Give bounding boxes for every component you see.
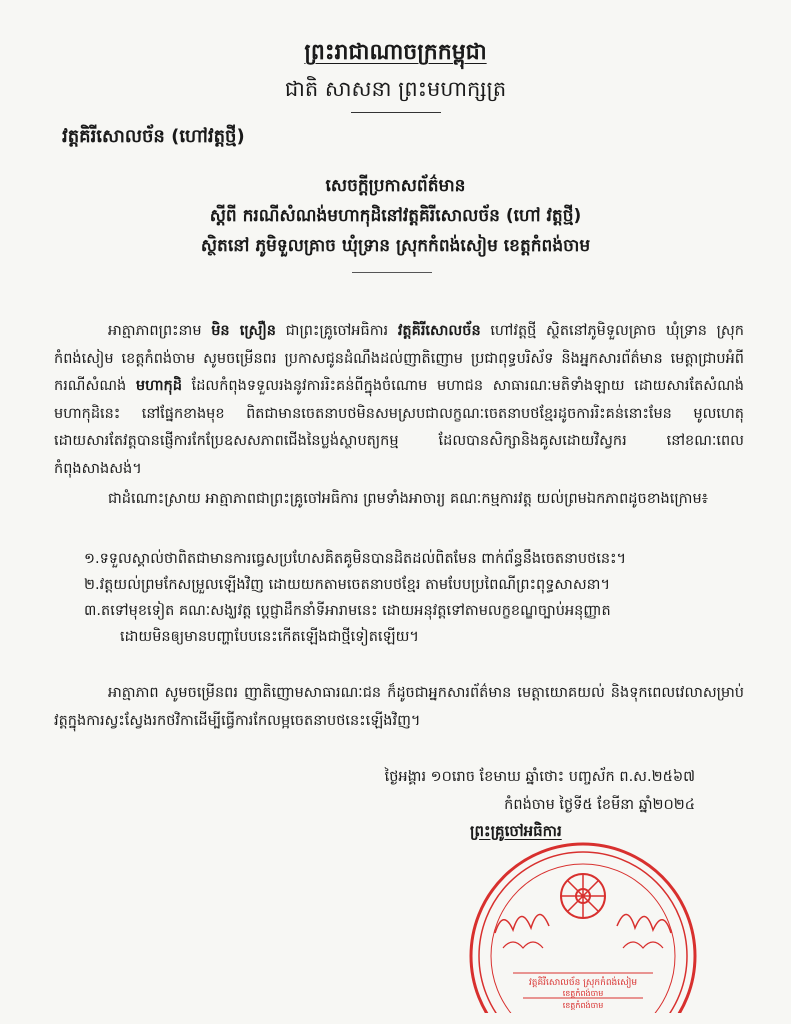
seal-text-top: វត្តគិរីសោលច័ន ស្រុកកំពង់សៀម xyxy=(528,978,638,988)
paragraph-closing: អាត្មាភាព សូមចម្រើនពរ ញាតិញោមសាធារណៈជន ក៏ដូចជាអ្នកសារព័ត៌មាន មេត្តាយោគយល់ និងទុកពេលវេលាសម្រាប់វត្តក្នុងការស្វះស្វែងរកថវិកាដើម្បីធ្វើការកែលម្អចេតនាបថនេះឡើងវិញ។ xyxy=(54,685,744,729)
list-item: ៣.តទៅមុខទៀត គណៈសង្ឃវត្ត ប្តេជ្ញាដឹកនាំទីអារាមនេះ ដោយអនុវត្តទៅតាមលក្ខខណ្ឌច្បាប់អនុញ្ញាត xyxy=(84,603,611,619)
seal-text-mid: ខេត្តកំពង់ចាម xyxy=(562,989,604,998)
paragraph-solution: ជាដំណោះស្រាយ អាត្មាភាពជាព្រះគ្រូចៅអធិការ ព្រមទាំងអាចារ្យ គណៈកម្មការវត្ត យល់ព្រមឯកភាពដូចខាងក្រោម៖ xyxy=(108,491,709,507)
intro-text-a: អាត្មាភាពព្រះនាម xyxy=(108,323,212,339)
national-motto: ជាតិ សាសនា ព្រះមហាក្សត្រ xyxy=(284,77,507,101)
title-divider xyxy=(352,272,432,273)
document-location: ស្ថិតនៅ ភូមិទួលគ្រាច ឃុំទ្រាន ស្រុកកំពង់សៀម ខេត្តកំពង់ចាម xyxy=(200,236,591,256)
list-item: ១.ទទួលស្គាល់ថាពិតជាមានការធ្វេសប្រហែសគិតគូមិនបានដិតដល់ពិតមែន ពាក់ព័ន្ធនឹងចេតនាបថនេះ។ xyxy=(84,551,627,567)
lunar-date: ថ្ងៃអង្គារ ១០រោច ខែមាឃ ឆ្នាំថោះ បញ្ចស័ក ព.ស.២៥៦៧ xyxy=(384,769,695,785)
paragraph-intro xyxy=(54,318,744,484)
monk-name: មិន ស្រឿន xyxy=(211,323,276,339)
pagoda-name-inline: វត្តគិរីសោលច័ន xyxy=(397,323,481,339)
intro-text-b: ជាព្រះគ្រូចៅអធិការ xyxy=(276,323,398,339)
document-title: សេចក្តីប្រកាសព័ត៌មាន xyxy=(325,176,466,196)
building-name: មហាកុដិ xyxy=(135,378,182,395)
intro-text-d: ដែលកំពុងទទួលរងនូវការរិះគន់ពីក្នុងចំណោម មហាជន សាធារណៈមតិទាំងឡាយ ដោយសារតែសំណង់មហាកុដិនេះ នៅផ្នែកខាងមុខ ពិតជាមានចេតនាបថមិនសមស្របជាលក្ខណៈចេតនាបថខ្មែរដូចការរិះគន់នោះមែន មូលហេតុដោយសារតែវត្តបានផ្ញើការកែប្រែឧសសភាពជើងនៃប្លង់ស្ថាបត្យកម្ម ដែលបានសិក្សានិងគូសដោយវិស្វករ នៅខណៈពេលកំពុងសាងសង់។ xyxy=(54,378,744,477)
resolution-list xyxy=(84,546,744,650)
signer-title: ព្រះគ្រូចៅអធិការ xyxy=(470,822,562,840)
solar-date: កំពង់ចាម ថ្ងៃទី៥ ខែមីនា ឆ្នាំ២០២៤ xyxy=(504,797,695,813)
intro-text-c: ហៅវត្តថ្មី ស្ថិតនៅភូមិទួលគ្រាច ឃុំទ្រាន ស្រុកកំពង់សៀម ខេត្តកំពង់ចាម សូមចម្រើនពរ ប្រកាសជូនដំណឹងដល់ញាតិញោម ប្រជាពុទ្ធបរិស័ទ និងអ្នកសារព័ត៌មាន មេត្តាជ្រាបអំពីករណីសំណង់ xyxy=(54,323,745,395)
list-item: ២.វត្តយល់ព្រមកែសម្រួលឡើងវិញ ដោយយកតាមចេតនាបថខ្មែរ តាមបែបប្រពៃណីព្រះពុទ្ធសាសនា។ xyxy=(84,577,611,593)
motto-divider xyxy=(351,112,441,113)
official-seal-icon xyxy=(433,838,733,1013)
seal-text-bottom: ខេត្តកំពង់ចាម xyxy=(562,1001,604,1010)
pagoda-name: វត្តគិរីសោលច័ន (ហៅវត្តថ្មី) xyxy=(62,126,245,147)
list-item-continuation: ដោយមិនឲ្យមានបញ្ហាបែបនេះកើតឡើងជាថ្មីទៀតឡើយ។ xyxy=(120,629,419,645)
document-subject: ស្តីពី ករណីសំណង់មហាកុដិនៅវត្តគិរីសោលច័ន (ហៅ វត្តថ្មី) xyxy=(209,206,582,226)
kingdom-heading: ព្រះរាជាណាចក្រកម្ពុជា xyxy=(304,40,487,65)
